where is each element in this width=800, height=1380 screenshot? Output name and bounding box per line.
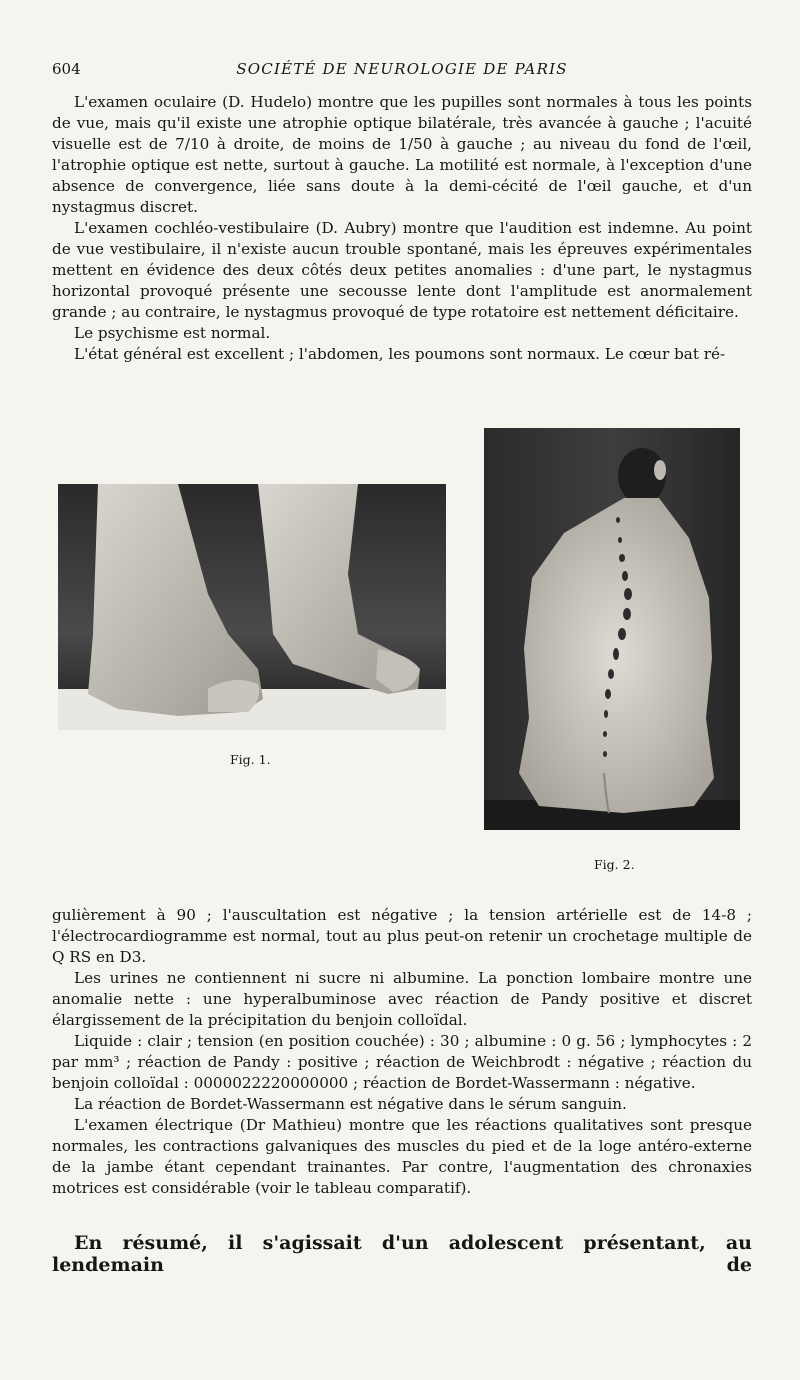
feet-photo-illustration — [58, 484, 446, 730]
body-text-top — [52, 92, 752, 365]
figure-1-feet-photo — [58, 484, 446, 730]
back-photo-illustration — [484, 428, 740, 830]
figure-1-caption: Fig. 1. — [230, 752, 271, 767]
paragraph-general-state: L'état général est excellent ; l'abdomen, les poumons sont normaux. Le cœur bat ré- — [74, 345, 726, 363]
page-number: 604 — [52, 60, 81, 78]
paragraph-cardiac-continued: gulièrement à 90 ; l'auscultation est négative ; la tension artérielle est de 14-8 ; l'électrocardiogramme est normal, tout au plus peut-on retenir un crochetage multiple de Q RS en D3. — [52, 906, 752, 966]
paragraph-psychism: Le psychisme est normal. — [74, 324, 271, 342]
paragraph-ocular-exam: L'examen oculaire (D. Hudelo) montre que les pupilles sont normales à tous les points de vue, mais qu'il existe une atrophie optique bilatérale, très avancée à gauche ; l'acuité visuelle est de 7/10 à droite, de moins de 1/50 à gauche ; au niveau du fond de l'œil, l'atrophie optique est nette, surtout à gauche. La motilité est normale, à l'exception d'une absence de convergence, liée sans doute à la demi-cécité de l'œil gauche, et d'un nystagmus discret. — [52, 93, 752, 216]
figure-2-back-photo — [484, 428, 740, 830]
paragraph-electrical-exam: L'examen électrique (Dr Mathieu) montre que les réactions qualitatives sont presque normales, les contractions galvaniques des muscles du pied et de la loge antéro-externe de la jambe étant cependant trainantes. Par contre, l'augmentation des chronaxies motrices est considérable (voir le tableau comparatif). — [52, 1116, 752, 1197]
body-text-bottom — [52, 905, 752, 1199]
paragraph-serum-bw: La réaction de Bordet-Wassermann est négative dans le sérum sanguin. — [74, 1095, 627, 1113]
figure-2-caption: Fig. 2. — [594, 857, 635, 872]
paragraph-cochleo-vestibular: L'examen cochléo-vestibulaire (D. Aubry) montre que l'audition est indemne. Au point de vue vestibulaire, il n'existe aucun trouble spontané, mais les épreuves expérimentales mettent en évidence des deux côtés deux petites anomalies : d'une part, le nystagmus horizontal provoqué présente une secousse lente dont l'amplitude est anormalement grande ; au contraire, le nystagmus provoqué de type rotatoire est nettement déficitaire. — [52, 219, 752, 321]
paragraph-urine-lumbar: Les urines ne contiennent ni sucre ni albumine. La ponction lombaire montre une anomalie nette : une hyperalbuminose avec réaction de Pandy positive et discret élargissement de la précipitation du benjoin colloïdal. — [52, 969, 752, 1029]
paragraph-csf-results: Liquide : clair ; tension (en position couchée) : 30 ; albumine : 0 g. 56 ; lymphocytes : 2 par mm³ ; réaction de Pandy : positive ; réaction de Weichbrodt : négative ; réaction du benjoin colloïdal : 0000022220000000 ; réaction de Bordet-Wassermann : négative. — [52, 1032, 752, 1092]
page-header — [52, 60, 752, 84]
summary-heading-line: En résumé, il s'agissait d'un adolescent présentant, au lendemain de — [52, 1232, 752, 1276]
running-title: SOCIÉTÉ DE NEUROLOGIE DE PARIS — [236, 60, 568, 78]
